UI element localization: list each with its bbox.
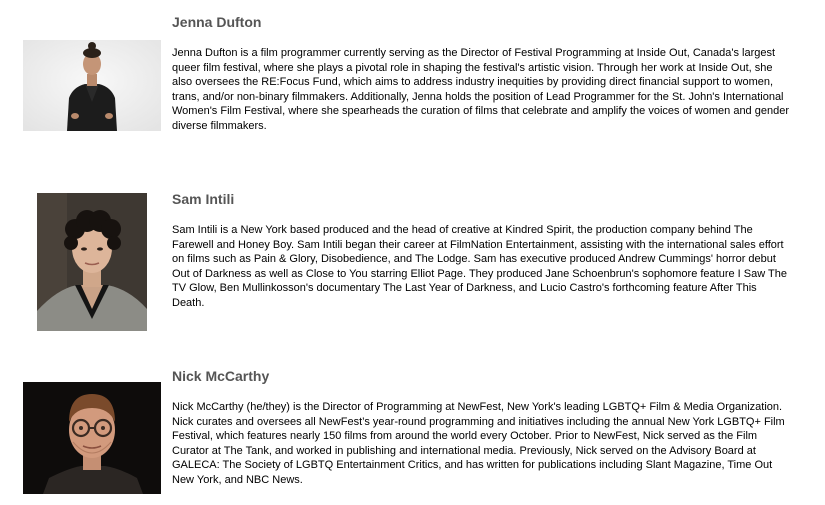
portrait-photo-jenna-dufton [23,40,161,131]
person-card-sam-intili [0,170,825,340]
person-bio: Jenna Dufton is a film programmer currently serving as the Director of Festival Programming at Inside Out, Canada's largest queer film festival, where she plays a pivotal role in shaping the festival's artistic vision. Through her work at Inside Out, she also oversees the RE:Focus Fund, which aims to address industry inequities by providing direct financial support to women, trans, and/or non-binary filmmakers. Additionally, Jenna holds the position of Lead Programmer for the St. John's International Women's Film Festival, where she spearheads the curation of films that celebrate and amplify the voices of women and gender diverse filmmakers. [172,47,789,132]
portrait-photo-sam-intili [37,193,147,331]
person-card-jenna-dufton [0,0,825,170]
person-bio: Nick McCarthy (he/they) is the Director of Programming at NewFest, New York's leading LGBTQ+ Film & Media Organization. Nick curates and oversees all NewFest’s year-round programming and initiatives including the annual New York LGBTQ+ Film Festival, which features nearly 150 films from around the world every October. Prior to NewFest, Nick served as the Film Curator at The Tank, and worked in publishing and international media. Previously, Nick served on the Advisory Board at GALECA: The Society of LGBTQ Entertainment Critics, and has written for publications including Slant Magazine, Time Out New York, and NBC News. [172,401,785,486]
person-card-nick-mccarthy [0,340,825,505]
person-name: Sam Intili [172,191,235,207]
person-bio: Sam Intili is a New York based produced and the head of creative at Kindred Spirit, the production company behind The Farewell and Honey Boy. Sam Intili began their career at FilmNation Entertainment, assisting with the international sales effort on films such as Pain & Glory, Disobedience, and The Lodge. Sam has executive produced Andrew Cummings' horror debut Out of Darkness as well as Close to You starring Elliot Page. They produced Jane Schoenbrun's sophomore feature I Saw The TV Glow, Ben Mullinkosson's documentary The Last Year of Darkness, and Lucio Castro's forthcoming feature After This Death. [172,224,787,309]
person-name: Nick McCarthy [172,368,270,384]
person-name: Jenna Dufton [172,14,262,30]
portrait-photo-nick-mccarthy [23,382,161,494]
